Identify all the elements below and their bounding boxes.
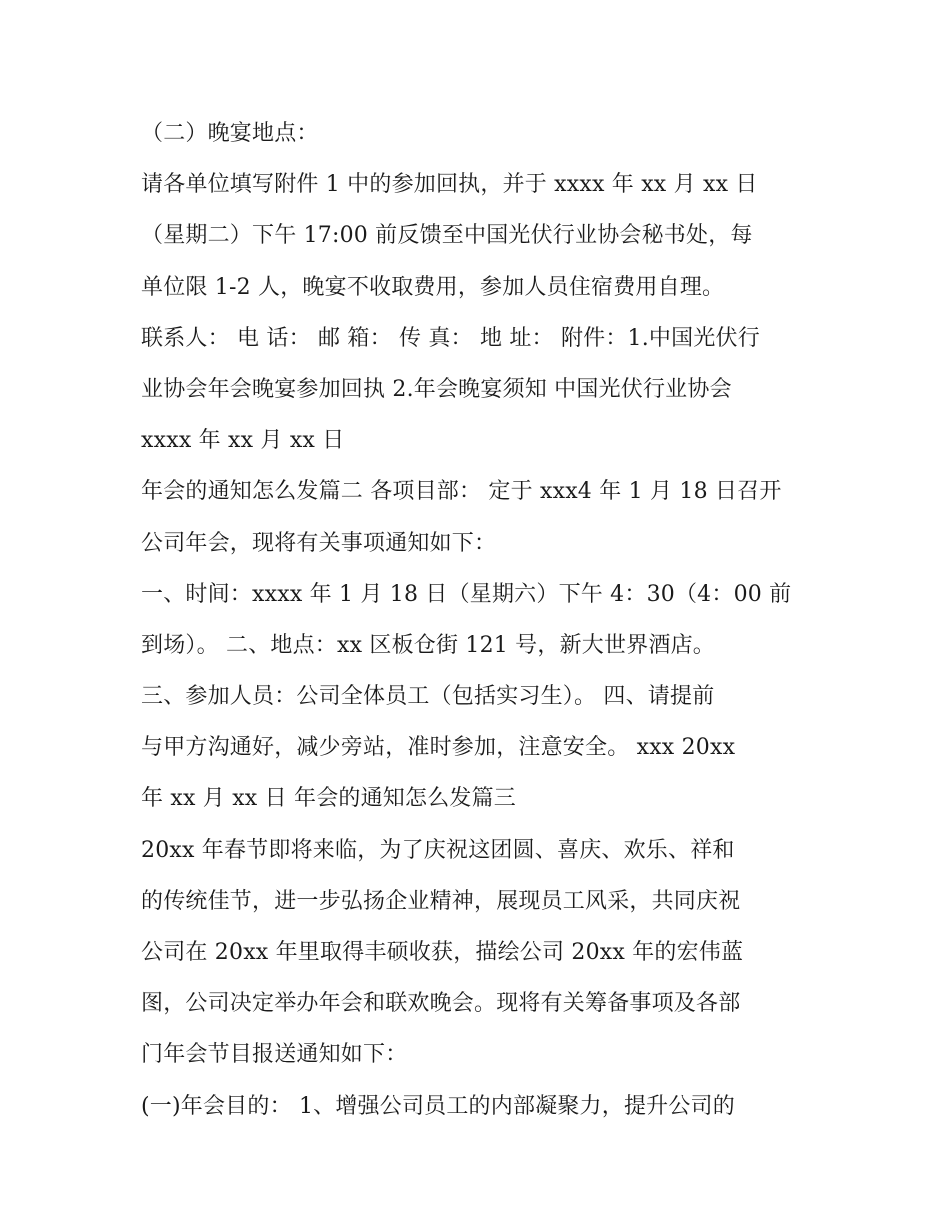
text-line: 请各单位填写附件 1 中的参加回执，并于 xxxx 年 xx 月 xx 日 <box>141 172 758 198</box>
text-line: 与甲方沟通好，减少旁站，准时参加，注意安全。 xxx 20xx <box>141 735 736 761</box>
text-line: 年会的通知怎么发篇二 各项目部： 定于 xxx4 年 1 月 18 日召开 <box>141 479 782 505</box>
text-line: 公司在 20xx 年里取得丰硕收获，描绘公司 20xx 年的宏伟蓝 <box>141 940 744 965</box>
text-line: （二）晚宴地点： <box>141 121 319 146</box>
document-body <box>141 108 821 1132</box>
text-line: 业协会年会晚宴参加回执 2.年会晚宴须知 中国光伏行业协会 <box>141 376 732 402</box>
text-line: 年 xx 月 xx 日 年会的通知怎么发篇三 <box>141 786 516 812</box>
text-line: 图，公司决定举办年会和联欢晚会。现将有关筹备事项及各部 <box>141 991 741 1017</box>
text-line: 三、参加人员：公司全体员工（包括实习生）。 四、请提前 <box>141 684 715 710</box>
text-line: xxxx 年 xx 月 xx 日 <box>141 428 345 454</box>
text-line: 到场）。 二、地点：xx 区板仓街 121 号，新大世界酒店。 <box>141 632 715 658</box>
text-line: 的传统佳节，进一步弘扬企业精神，展现员工风采，共同庆祝 <box>141 888 741 914</box>
text-line: （星期二）下午 17:00 前反馈至中国光伏行业协会秘书处，每 <box>141 223 753 249</box>
text-line: 公司年会，现将有关事项通知如下： <box>141 530 497 556</box>
text-line: 单位限 1-2 人，晚宴不收取费用，参加人员住宿费用自理。 <box>141 274 725 300</box>
text-line: 一、时间：xxxx 年 1 月 18 日（星期六）下午 4：30（4：00 前 <box>141 581 792 607</box>
text-line: 联系人： 电 话： 邮 箱： 传 真： 地 址： 附件：1.中国光伏行 <box>141 325 760 351</box>
text-line: (一)年会目的： 1、增强公司员工的内部凝聚力，提升公司的 <box>141 1093 735 1119</box>
text-line: 门年会节目报送通知如下： <box>141 1042 408 1068</box>
text-line: 20xx 年春节即将来临，为了庆祝这团圆、喜庆、欢乐、祥和 <box>141 837 735 863</box>
